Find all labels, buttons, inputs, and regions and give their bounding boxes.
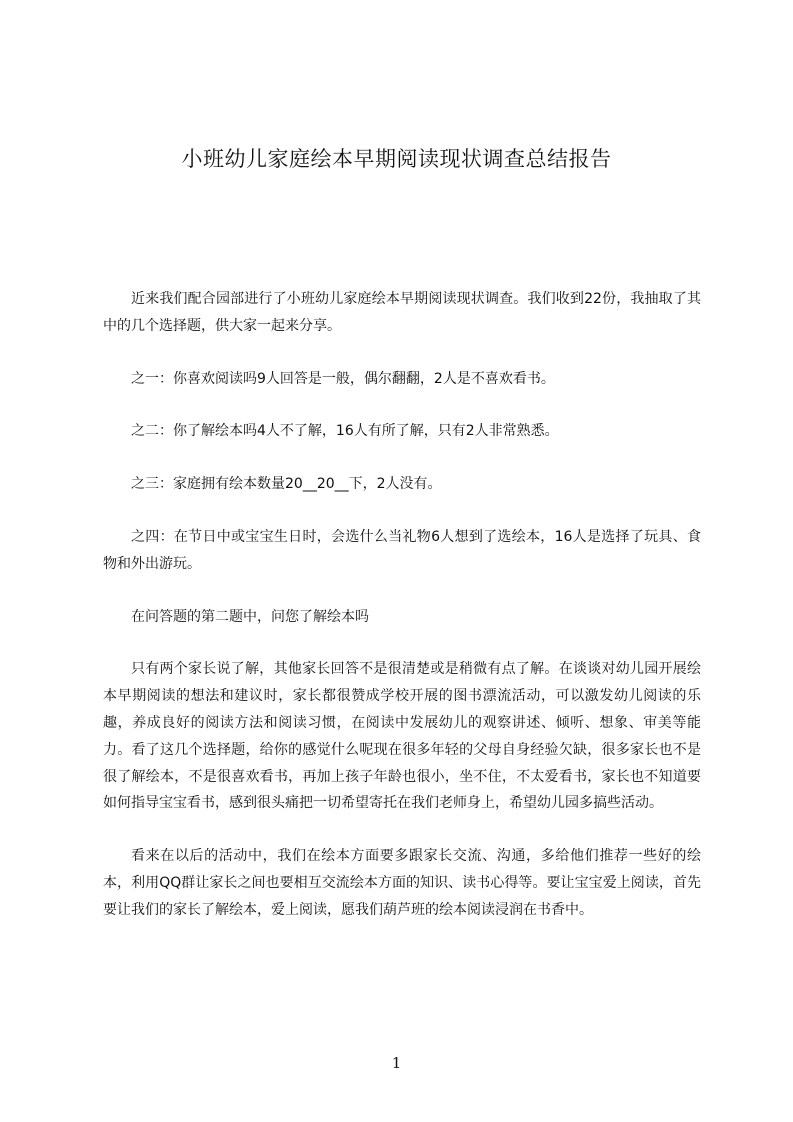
document-body bbox=[103, 286, 701, 924]
paragraph-intro: 近来我们配合园部进行了小班幼儿家庭绘本早期阅读现状调查。我们收到22份，我抽取了其中的几个选择题，供大家一起来分享。 bbox=[103, 291, 701, 334]
paragraph-question-4: 之四：在节日中或宝宝生日时，会选什么当礼物6人想到了选绘本，16人是选择了玩具、食物和外出游玩。 bbox=[103, 528, 701, 572]
paragraph-open-question: 在问答题的第二题中，问您了解绘本吗 bbox=[131, 608, 369, 625]
paragraph-parent-feedback: 只有两个家长说了解，其他家长回答不是很清楚或是稍微有点了解。在谈谈对幼儿园开展绘本早期阅读的想法和建议时，家长都很赞成学校开展的图书漂流活动，可以激发幼儿阅读的乐趣，养成良好的阅读方法和阅读习惯，在阅读中发展幼儿的观察讲述、倾听、想象、审美等能力。看了这几个选择题，给你的感觉什么呢现在很多年轻的父母自身经验欠缺，很多家长也不是很了解绘本，不是很喜欢看书，再加上孩子年龄也很小，坐不住，不太爱看书，家长也不知道要如何指导宝宝看书，感到很头痛把一切希望寄托在我们老师身上，希望幼儿园多搞些活动。 bbox=[103, 661, 701, 812]
page-number: 1 bbox=[391, 1054, 402, 1072]
document-title: 小班幼儿家庭绘本早期阅读现状调查总结报告 bbox=[181, 147, 612, 171]
paragraph-conclusion: 看来在以后的活动中，我们在绘本方面要多跟家长交流、沟通，多给他们推荐一些好的绘本，利用QQ群让家长之间也要相互交流绘本方面的知识、读书心得等。要让宝宝爱上阅读，首先要让我们的家长了解绘本，爱上阅读，愿我们葫芦班的绘本阅读浸润在书香中。 bbox=[103, 848, 701, 918]
paragraph-question-3: 之三：家庭拥有绘本数量20__20__下，2人没有。 bbox=[131, 476, 442, 493]
paragraph-question-2: 之二：你了解绘本吗4人不了解，16人有所了解，只有2人非常熟悉。 bbox=[131, 423, 559, 440]
paragraph-question-1: 之一：你喜欢阅读吗9人回答是一般，偶尔翻翻，2人是不喜欢看书。 bbox=[131, 370, 555, 387]
